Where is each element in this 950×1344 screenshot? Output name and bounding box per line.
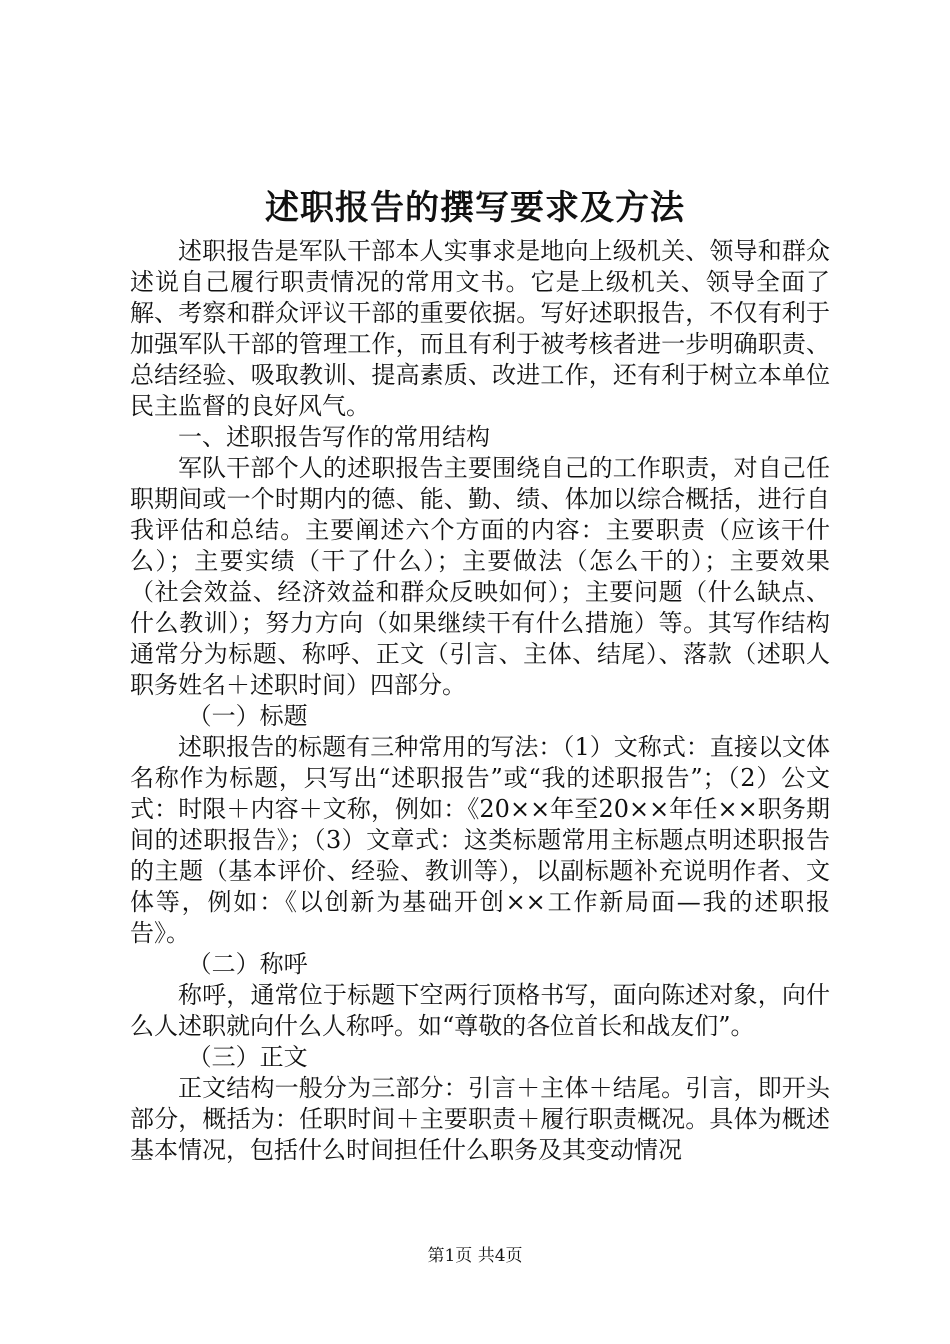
document-title: 述职报告的撰写要求及方法 (265, 188, 685, 228)
section-heading-1: 一、述职报告写作的常用结构 (178, 423, 490, 451)
intro-paragraph: 述职报告是军队干部本人实事求是地向上级机关、领导和群众述说自己履行职责情况的常用文书。它是上级机关、领导全面了解、考察和群众评议干部的重要依据。写好述职报告，不仅有利于加强军队干部的管理工作，而且有利于被考核者进一步明确职责、总结经验、吸取教训、提高素质、改进工作，还有利于树立本单位民主监督的良好风气。 (130, 237, 830, 420)
subheading-title: （一）标题 (187, 702, 308, 730)
document-body (130, 236, 830, 1166)
body-paragraph: 正文结构一般分为三部分：引言＋主体＋结尾。引言，即开头部分，概括为：任职时间＋主要职责＋履行职责概况。具体为概述基本情况，包括什么时间担任什么职务及其变动情况 (130, 1074, 830, 1164)
structure-paragraph: 军队干部个人的述职报告主要围绕自己的工作职责，对自己任职期间或一个时期内的德、能、勤、绩、体加以综合概括，进行自我评估和总结。主要阐述六个方面的内容：主要职责（应该干什么）；主要实绩（干了什么）；主要做法（怎么干的）；主要效果（社会效益、经济效益和群众反映如何）；主要问题（什么缺点、什么教训）；努力方向（如果继续干有什么措施）等。其写作结构通常分为标题、称呼、正文（引言、主体、结尾）、落款（述职人职务姓名＋述职时间）四部分。 (130, 454, 830, 699)
subheading-salutation: （二）称呼 (187, 950, 308, 978)
subheading-body: （三）正文 (187, 1043, 308, 1071)
page-footer: 第1页 共4页 (427, 1246, 523, 1266)
salutation-paragraph: 称呼，通常位于标题下空两行顶格书写，面向陈述对象，向什么人述职就向什么人称呼。如“尊敬的各位首长和战友们”。 (130, 981, 830, 1040)
title-paragraph: 述职报告的标题有三种常用的写法：（1）文称式：直接以文体名称作为标题，只写出“述职报告”或“我的述职报告”；（2）公文式：时限＋内容＋文称，例如：《20××年至20××年任××职务期间的述职报告》；（3）文章式：这类标题常用主标题点明述职报告的主题（基本评价、经验、教训等），以副标题补充说明作者、文体等，例如：《以创新为基础开创××工作新局面—我的述职报告》。 (130, 733, 830, 947)
